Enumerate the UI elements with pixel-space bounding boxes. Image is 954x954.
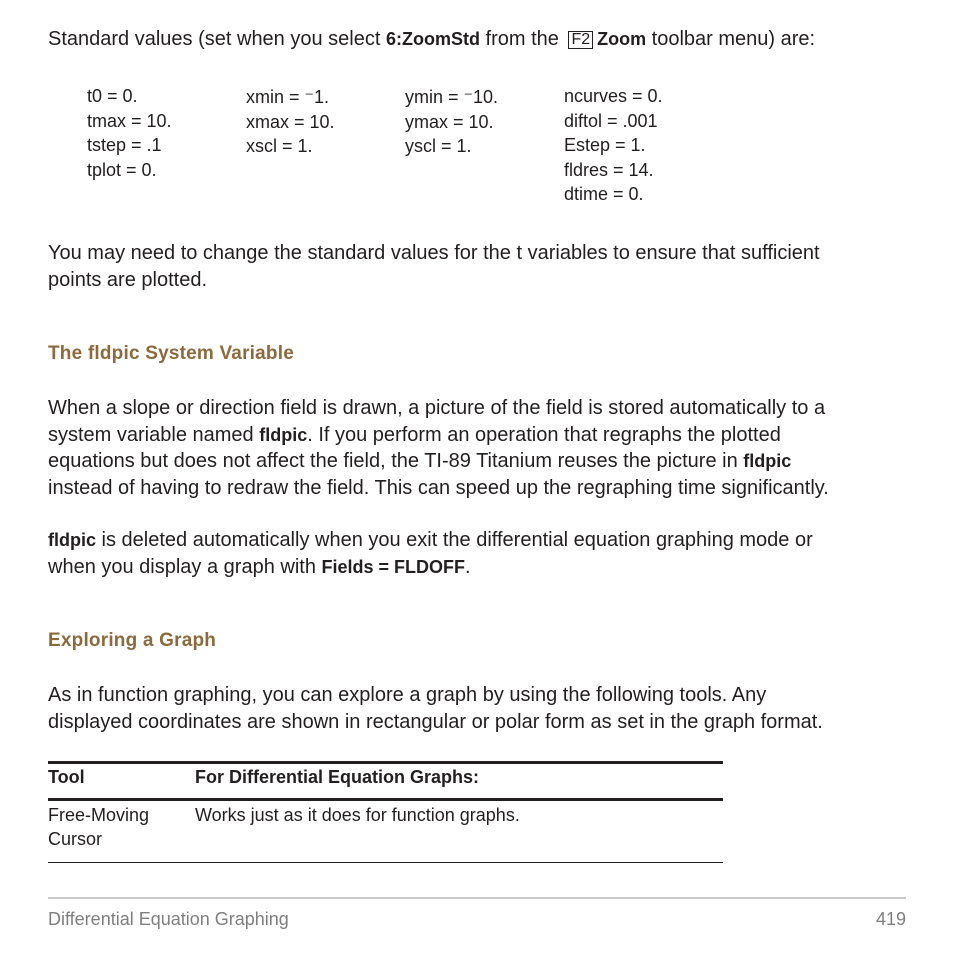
t-variables-note [48,240,820,293]
std-values-column-t [87,84,172,182]
table-row-tool-cell [48,803,149,851]
note-line: points are plotted. [48,268,207,291]
fields-fldoff-term: Fields = FLDOFF [321,556,466,577]
paragraph-line: When a slope or direction field is drawn, a picture of the field is stored automatically to a [48,397,826,419]
intro-text-after: toolbar menu) are: [646,28,816,50]
std-value: tmax = 10. [87,110,172,131]
text-run: . If you perform an operation that regraphs the plotted [307,423,781,446]
std-value: dtime = 0. [564,184,644,204]
intro-line [48,26,815,52]
std-value: xmax = 10. [246,111,335,132]
text-run: is deleted automatically when you exit the differential equation graphing mode or [96,529,813,551]
tool-name-line: Free-Moving [48,805,150,825]
paragraph-line [48,422,829,449]
text-run: when you display a graph with [48,555,322,578]
paragraph-line [48,554,813,581]
section-heading-exploring: Exploring a Graph [48,630,217,651]
table-header-rule [48,798,723,801]
std-value: Estep = 1. [564,135,646,155]
text-run: equations but does not affect the field, the TI-89 Titanium reuses the picture in [48,450,744,472]
fldpic-paragraph [48,395,829,501]
std-value: fldres = 14. [564,159,654,180]
paragraph-line: As in function graphing, you can explore a graph by using the following tools. Any [48,684,767,706]
std-value: tplot = 0. [87,159,157,180]
std-value: ncurves = 0. [564,86,663,106]
table-bottom-rule [48,862,723,863]
section-heading-fldpic: The fldpic System Variable [48,343,294,364]
fldpic-term: fldpic [48,530,96,550]
footer-rule [48,897,906,899]
paragraph-line: instead of having to redraw the field. This can speed up the regraphing time significantly. [48,476,829,499]
tool-name-line: Cursor [48,829,103,849]
std-value: yscl = 1. [405,136,472,156]
zoomstd-menu-item: 6:ZoomStd [385,29,480,49]
std-value: xmin = ⁻1. [246,87,330,107]
std-values-column-y [405,85,498,159]
intro-text-middle: from the [479,28,565,50]
table-header-description: For Differential Equation Graphs: [195,767,480,787]
std-values-column-other [564,84,663,207]
paragraph-line: displayed coordinates are shown in rectangular or polar form as set in the graph format. [48,710,823,733]
f2-key-icon: F2 [568,31,593,49]
std-value: xscl = 1. [246,136,313,156]
fldpic-term: fldpic [743,451,792,471]
std-value: ymax = 10. [405,111,494,132]
zoom-toolbar-name: Zoom [597,29,647,49]
std-value: t0 = 0. [87,86,138,106]
footer-chapter-title: Differential Equation Graphing [48,909,289,929]
footer-page-number: 419 [875,909,906,929]
std-values-column-x [246,85,335,159]
table-top-rule [48,761,723,764]
table-row-desc-cell: Works just as it does for function graphs. [195,805,520,825]
table-header-tool: Tool [48,767,85,787]
paragraph-line [48,448,829,475]
text-run: . [465,555,471,578]
std-value: tstep = .1 [87,135,162,155]
std-value: ymin = ⁻10. [405,87,499,107]
intro-text-before: Standard values (set when you select [48,28,386,50]
note-line: You may need to change the standard values for the t variables to ensure that sufficient [48,242,820,264]
std-value: diftol = .001 [564,110,658,131]
paragraph-line [48,527,813,554]
fldpic-deleted-paragraph [48,527,813,580]
fldpic-term: fldpic [259,424,308,445]
text-run: system variable named [48,423,260,446]
exploring-paragraph [48,682,823,735]
